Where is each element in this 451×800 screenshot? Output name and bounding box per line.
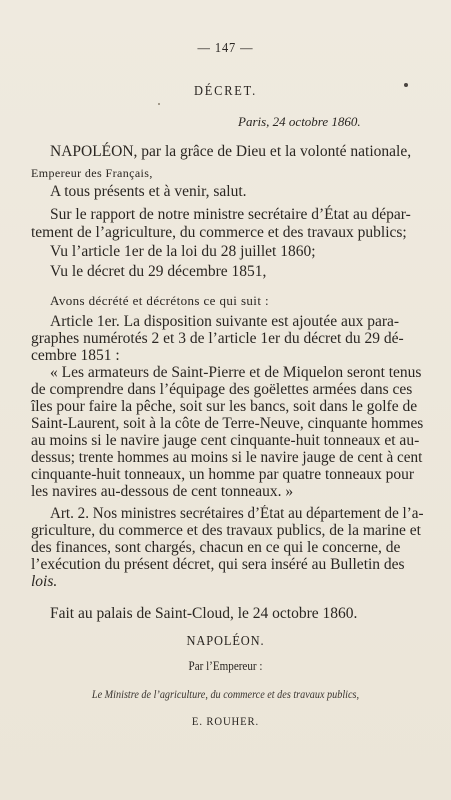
article-2-line: Art. 2. Nos ministres secrétaires d’État au département de l’a-	[50, 505, 424, 522]
considerant-line: Vu l’article 1er de la loi du 28 juillet 1860;	[50, 243, 316, 260]
signature: NAPOLÉON.	[186, 634, 265, 649]
article-1-line: cembre 1851 :	[31, 347, 120, 364]
article-2-line: l’exécution du présent décret, qui sera inséré au Bulletin des	[31, 556, 405, 573]
article-1-line: de comprendre dans l’équipage des goëlettes armées dans ces	[31, 381, 413, 398]
article-1-line: dessus; trente hommes au moins si le navire jauge de cent à cent	[31, 449, 423, 466]
preamble-line-1: NAPOLÉON, par la grâce de Dieu et la volonté nationale,	[50, 143, 412, 160]
article-2-line: lois.	[31, 573, 58, 590]
article-1-line: graphes numérotés 2 et 3 de l’article 1er du décret du 29 dé-	[31, 330, 404, 347]
dateline: Paris, 24 octobre 1860.	[238, 114, 361, 129]
avons-decrete: Avons décrété et décrétons ce qui suit :	[50, 293, 269, 308]
ministre-name: E. ROUHER.	[191, 714, 260, 728]
decree-heading: DÉCRET.	[194, 84, 257, 99]
article-1-line: au moins si le navire jauge cent cinquante-huit tonneaux et au-	[31, 432, 420, 449]
article-1-line: îles pour faire la pêche, soit sur les bancs, soit dans le golfe de	[31, 398, 418, 415]
article-1-line: « Les armateurs de Saint-Pierre et de Miquelon seront tenus	[50, 364, 422, 381]
article-2-line: griculture, du commerce et des travaux publics, de la marine et	[31, 522, 421, 539]
fait-au-palais: Fait au palais de Saint-Cloud, le 24 octobre 1860.	[50, 605, 358, 622]
ink-dot	[404, 83, 408, 87]
article-1-line: les navires au-dessous de cent tonneaux. »	[31, 483, 294, 500]
ink-speck	[158, 103, 160, 105]
article-2-line: des finances, sont chargés, chacun en ce qui le concerne, de	[31, 539, 401, 556]
article-1-line: Article 1er. La disposition suivante est ajoutée aux para-	[50, 313, 400, 330]
page-number: — 147 —	[197, 41, 254, 56]
considerant-line: Vu le décret du 29 décembre 1851,	[50, 263, 267, 280]
article-1-line: cinquante-huit tonneaux, un homme par quatre tonneaux pour	[31, 466, 415, 483]
considerant-line: Sur le rapport de notre ministre secrétaire d’État au dépar-	[50, 206, 411, 223]
considerant-line: tement de l’agriculture, du commerce et des travaux publics;	[31, 224, 407, 241]
article-1-line: Saint-Laurent, soit à la côte de Terre-Neuve, cinquante hommes	[31, 415, 424, 432]
preamble-line-2: Empereur des Français,	[31, 166, 153, 180]
preamble-line-3: A tous présents et à venir, salut.	[50, 183, 247, 200]
par-empereur: Par l’Empereur :	[188, 659, 263, 673]
ministre-title: Le Ministre de l’agriculture, du commerce et des travaux publics,	[91, 689, 360, 701]
